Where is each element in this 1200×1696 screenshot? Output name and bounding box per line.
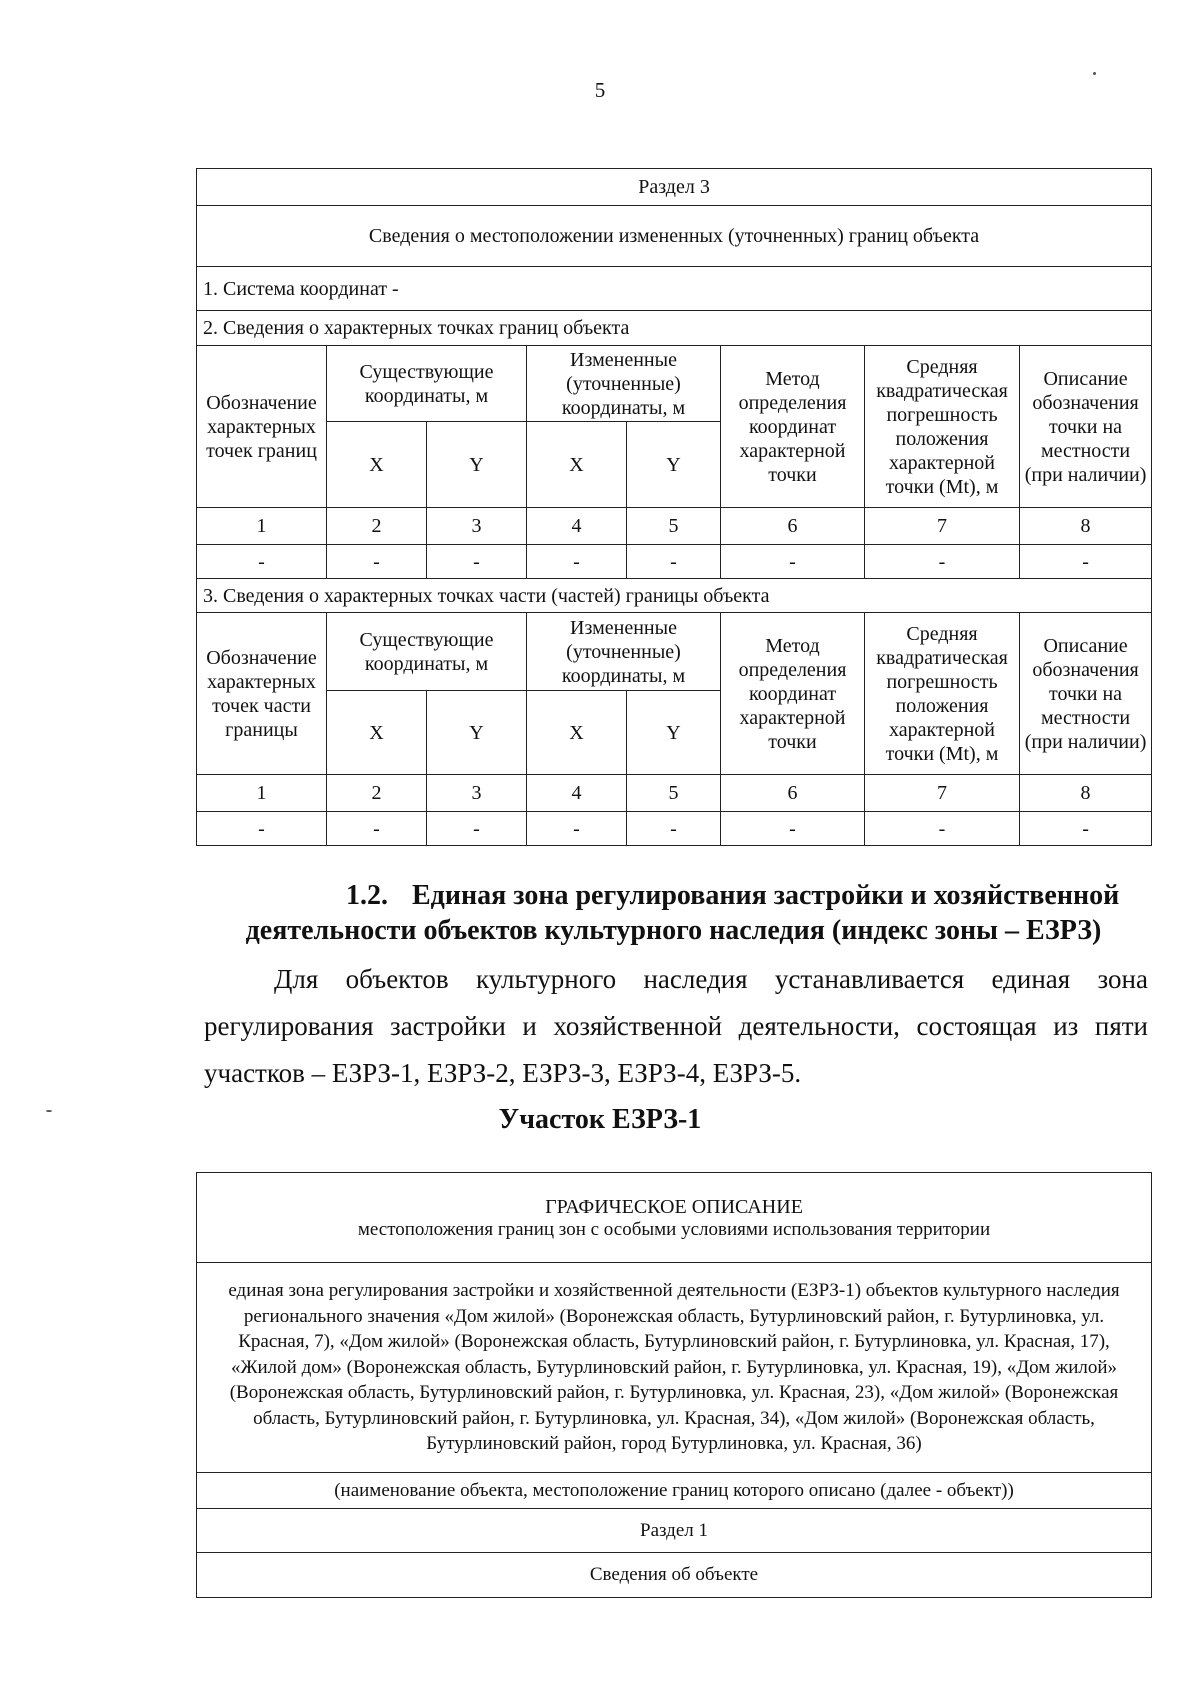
table-row (197, 812, 1152, 846)
table-cell: - (197, 545, 327, 579)
column-number: 6 (721, 775, 865, 812)
header-mean-error: Средняя квадратическая погрешность положения характерной точки (Mt), м (865, 613, 1020, 775)
table-cell: - (865, 812, 1020, 846)
table-cell: - (865, 545, 1020, 579)
section3-title: Раздел 3 (197, 169, 1152, 206)
object-caption: (наименование объекта, местоположение границ которого описано (далее - объект)) (197, 1473, 1152, 1509)
body-paragraph (204, 956, 1148, 1097)
graphic-title: ГРАФИЧЕСКОЕ ОПИСАНИЕ (545, 1195, 803, 1218)
table-cell: - (427, 545, 527, 579)
table-cell: - (1020, 812, 1152, 846)
header-existing: Существующие координаты, м (327, 613, 527, 691)
header-y: Y (427, 422, 527, 508)
column-number: 2 (327, 508, 427, 545)
column-number: 5 (627, 775, 721, 812)
header-method: Метод определения координат характерной точки (721, 613, 865, 775)
table-cell: - (721, 545, 865, 579)
graphic-title-cell (197, 1173, 1152, 1263)
header-x: X (327, 691, 427, 775)
graphic-subtitle: местоположения границ зон с особыми условиями использования территории (357, 1218, 991, 1240)
column-number: 3 (427, 508, 527, 545)
column-number: 5 (627, 508, 721, 545)
zone-heading-line1 (196, 878, 1151, 913)
table-cell: - (197, 812, 327, 846)
scan-speck (1093, 72, 1096, 75)
column-number: 8 (1020, 775, 1152, 812)
part2-title: 2. Сведения о характерных точках границ объекта (197, 311, 1152, 346)
header-changed: Измененные (уточненные) координаты, м (527, 613, 721, 691)
header-y: Y (427, 691, 527, 775)
column-number: 3 (427, 775, 527, 812)
column-number: 4 (527, 775, 627, 812)
column-number: 7 (865, 508, 1020, 545)
table-cell: - (721, 812, 865, 846)
header-y: Y (627, 691, 721, 775)
table-row (197, 545, 1152, 579)
header-description: Описание обозначения точки на местности (при наличии) (1020, 346, 1152, 508)
part3-title: 3. Сведения о характерных точках части (частей) границы объекта (197, 579, 1152, 613)
table-cell: - (1020, 545, 1152, 579)
header-mean-error: Средняя квадратическая погрешность положения характерной точки (Mt), м (865, 346, 1020, 508)
header-y: Y (627, 422, 721, 508)
header-designation: Обозначение характерных точек границ (197, 346, 327, 508)
header-x: X (527, 691, 627, 775)
page-number: 5 (594, 78, 606, 102)
plot-heading: Участок ЕЗРЗ-1 (498, 1104, 702, 1135)
paragraph-text: Для объектов культурного наследия устанавливается единая зона регулирования застройки и хозяйственной деятельности, состоящая из пяти участков – ЕЗРЗ-1, ЕЗРЗ-2, ЕЗРЗ-3, ЕЗРЗ-4, ЕЗРЗ-5. (204, 964, 1148, 1088)
header-changed: Измененные (уточненные) координаты, м (527, 346, 721, 422)
header-method: Метод определения координат характерной точки (721, 346, 865, 508)
zone-heading-number: 1.2. (346, 880, 388, 911)
column-number: 1 (197, 508, 327, 545)
header-x: X (527, 422, 627, 508)
table-cell: - (527, 545, 627, 579)
column-number: 2 (327, 775, 427, 812)
column-number: 4 (527, 508, 627, 545)
column-numbers-row (197, 775, 1152, 812)
coord-system: 1. Система координат - (197, 267, 1152, 311)
column-number: 6 (721, 508, 865, 545)
section3-table (196, 168, 1152, 846)
table-cell: - (527, 812, 627, 846)
zone-heading-line2: деятельности объектов культурного наследия (индекс зоны – ЕЗРЗ) (245, 915, 1102, 946)
graphic-description-table (196, 1172, 1152, 1598)
header-description: Описание обозначения точки на местности (при наличии) (1020, 613, 1152, 775)
table-cell: - (327, 545, 427, 579)
column-number: 7 (865, 775, 1020, 812)
section3-subtitle: Сведения о местоположении измененных (уточненных) границ объекта (197, 206, 1152, 267)
zone-heading-title: Единая зона регулирования застройки и хозяйственной (412, 880, 1120, 911)
section1-subtitle: Сведения об объекте (197, 1553, 1152, 1598)
table-cell: - (427, 812, 527, 846)
section1-title: Раздел 1 (197, 1509, 1152, 1553)
column-numbers-row (197, 508, 1152, 545)
column-number: 1 (197, 775, 327, 812)
header-x: X (327, 422, 427, 508)
header-existing: Существующие координаты, м (327, 346, 527, 422)
zone-heading (196, 878, 1151, 948)
table-cell: - (627, 545, 721, 579)
column-number: 8 (1020, 508, 1152, 545)
object-description: единая зона регулирования застройки и хозяйственной деятельности (ЕЗРЗ-1) объектов культурного наследия регионального значения «Дом жилой» (Воронежская область, Бутурлиновский район, г. Бутурлиновка, ул. Красная, 7), «Дом жилой» (Воронежская область, Бутурлиновский район, г. Бутурлиновка, ул. Красная, 17), «Жилой дом» (Воронежская область, Бутурлиновский район, г. Бутурлиновка, ул. Красная, 19), «Дом жилой» (Воронежская область, Бутурлиновский район, г. Бутурлиновка, ул. Красная, 23), «Дом жилой» (Воронежская область, Бутурлиновский район, г. Бутурлиновка, ул. Красная, 34), «Дом жилой» (Воронежская область, Бутурлиновский район, город Бутурлиновка, ул. Красная, 36) (197, 1263, 1152, 1473)
header-designation-part: Обозначение характерных точек части границы (197, 613, 327, 775)
table-cell: - (327, 812, 427, 846)
table-cell: - (627, 812, 721, 846)
